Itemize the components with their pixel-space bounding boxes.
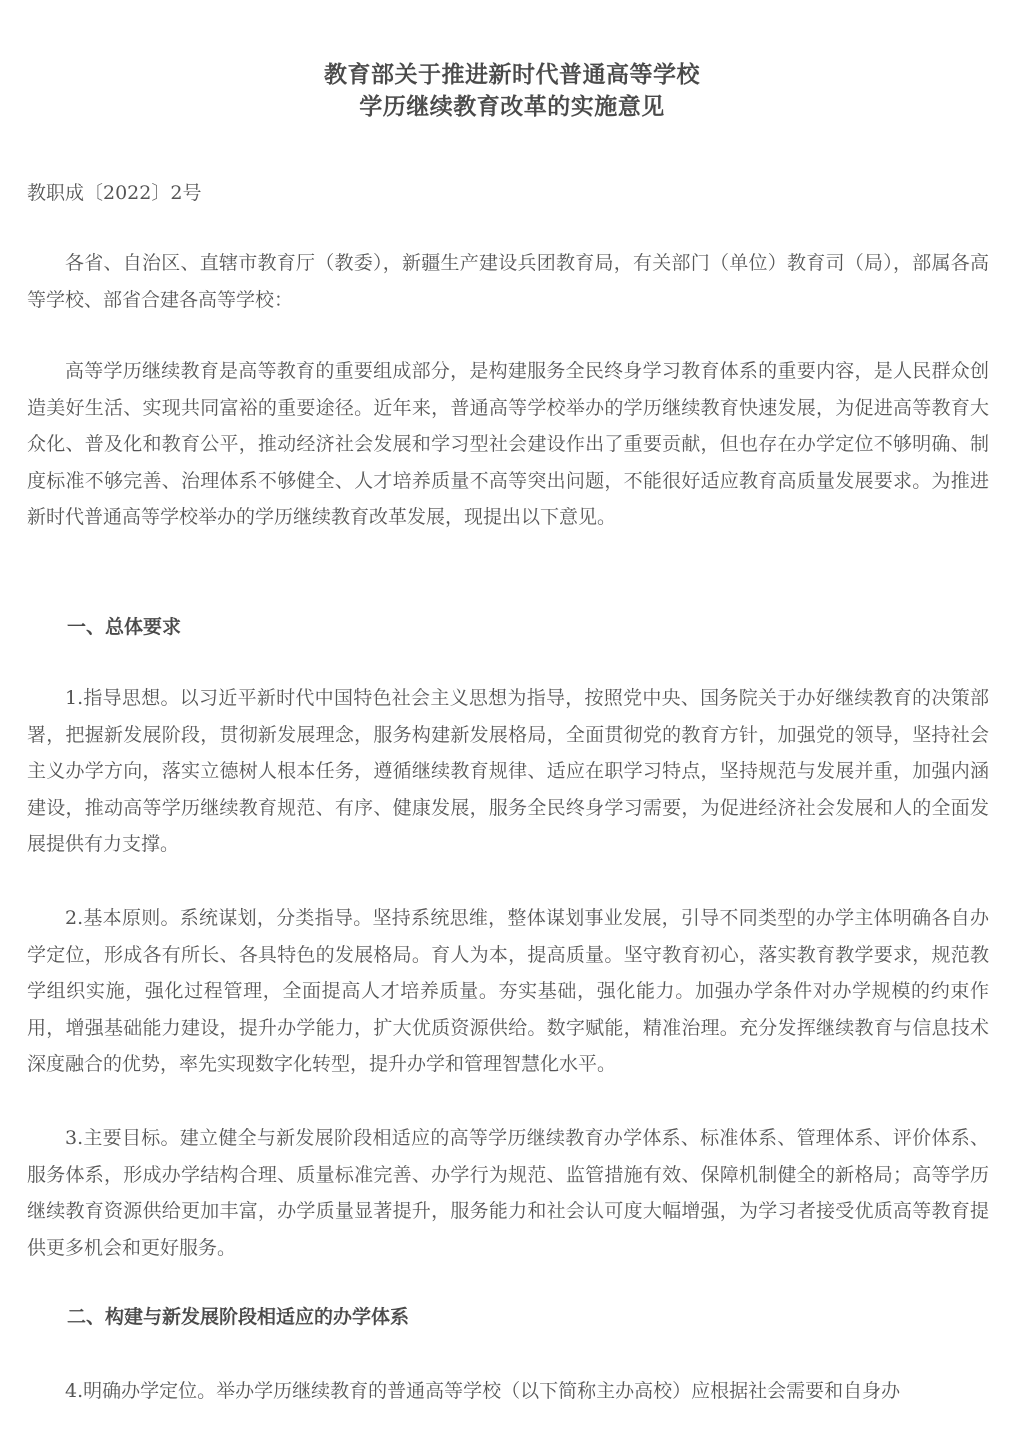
item-2-paragraph: 2.基本原则。系统谋划，分类指导。坚持系统思维，整体谋划事业发展，引导不同类型的办学主体明确各自办学定位，形成各有所长、各具特色的发展格局。育人为本，提高质量。坚守教育初心，落实教育教学要求，规范教学组织实施，强化过程管理，全面提高人才培养质量。夯实基础，强化能力。加强办学条件对办学规模的约束作用，增强基础能力建设，提升办学能力，扩大优质资源供给。数字赋能，精准治理。充分发挥继续教育与信息技术深度融合的优势，率先实现数字化转型，提升办学和管理智慧化水平。 <box>27 907 989 1075</box>
section-heading-2: 二、构建与新发展阶段相适应的办学体系 <box>67 1306 410 1328</box>
document-title-line2: 学历继续教育改革的实施意见 <box>359 93 665 120</box>
document-number: 教职成〔2022〕2号 <box>27 182 202 204</box>
item-1-paragraph: 1.指导思想。以习近平新时代中国特色社会主义思想为指导，按照党中央、国务院关于办好继续教育的决策部署，把握新发展阶段，贯彻新发展理念，服务构建新发展格局，全面贯彻党的教育方针，加强党的领导，坚持社会主义办学方向，落实立德树人根本任务，遵循继续教育规律、适应在职学习特点，坚持规范与发展并重，加强内涵建设，推动高等学历继续教育规范、有序、健康发展，服务全民终身学习需要，为促进经济社会发展和人的全面发展提供有力支撑。 <box>27 687 989 855</box>
section-heading-1: 一、总体要求 <box>67 616 182 638</box>
addressee-paragraph: 各省、自治区、直辖市教育厅（教委），新疆生产建设兵团教育局，有关部门（单位）教育司（局），部属各高等学校、部省合建各高等学校： <box>27 252 989 311</box>
document-title-line1: 教育部关于推进新时代普通高等学校 <box>324 61 700 88</box>
item-3-paragraph: 3.主要目标。建立健全与新发展阶段相适应的高等学历继续教育办学体系、标准体系、管理体系、评价体系、服务体系，形成办学结构合理、质量标准完善、办学行为规范、监管措施有效、保障机制健全的新格局；高等学历继续教育资源供给更加丰富，办学质量显著提升，服务能力和社会认可度大幅增强，为学习者接受优质高等教育提供更多机会和更好服务。 <box>27 1127 989 1259</box>
intro-paragraph: 高等学历继续教育是高等教育的重要组成部分，是构建服务全民终身学习教育体系的重要内容，是人民群众创造美好生活、实现共同富裕的重要途径。近年来，普通高等学校举办的学历继续教育快速发展，为促进高等教育大众化、普及化和教育公平，推动经济社会发展和学习型社会建设作出了重要贡献，但也存在办学定位不够明确、制度标准不够完善、治理体系不够健全、人才培养质量不高等突出问题，不能很好适应教育高质量发展要求。为推进新时代普通高等学校举办的学历继续教育改革发展，现提出以下意见。 <box>27 360 989 528</box>
item-4-paragraph: 4.明确办学定位。举办学历继续教育的普通高等学校（以下简称主办高校）应根据社会需要和自身办 <box>65 1380 901 1402</box>
